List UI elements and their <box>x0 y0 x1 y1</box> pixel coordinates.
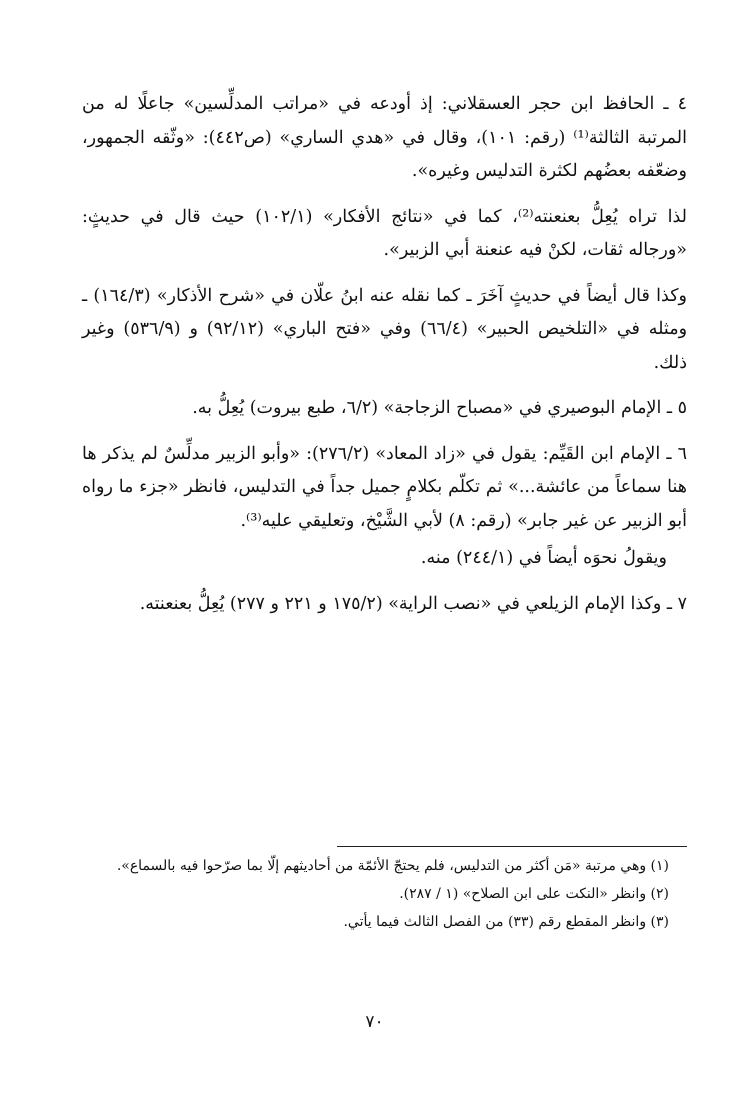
paragraph-ibn-al-qayyim-continued: ويقولُ نحوَه أيضاً في (٢٤٤/١) منه. <box>420 548 667 568</box>
main-text <box>82 88 687 621</box>
footnote-3: (٣) وانظر المقطع رقم (٣٣) من الفصل الثالث فيما يأتي. <box>343 914 669 930</box>
footnote-divider <box>337 846 687 847</box>
page-number: ٧٠ <box>365 1012 384 1032</box>
paragraph-ibn-hajar: ٤ ـ الحافظ ابن حجر العسقلاني: إذ أودعه في «مراتب المدلِّسين» جاعلًا له من المرتبة الثالثة⁽¹⁾ (رقم: ١٠١)، وقال في «هدي الساري» (ص٤٤٢): «وثّقه الجمهور، وضعّفه بعضُهم لكثرة التدليس وغيره». <box>82 94 687 181</box>
paragraph-other-hadith: وكذا قال أيضاً في حديثٍ آخَرَ ـ كما نقله عنه ابنُ علّان في «شرح الأذكار» (١٦٤/٣) ـ ومثله في «التلخيص الحبير» (٦٦/٤) وفي «فتح الباري» (٩٢/١٢) و (٥٣٦/٩) وغير ذلك. <box>82 285 688 373</box>
paragraph-busiri: ٥ ـ الإمام البوصيري في «مصباح الزجاجة» (٦/٢، طبع بيروت) يُعِلُّ به. <box>192 398 687 418</box>
paragraph-nataij-al-afkar: لذا تراه يُعِلُّ بعنعنته⁽²⁾، كما في «نتائج الأفكار» (١٠٢/١) حيث قال في حديثٍ: «ورجاله ثقات، لكنْ فيه عنعنة أبي الزبير». <box>82 206 687 260</box>
footnote-2: (٢) وانظر «النكت على ابن الصلاح» (١ / ٢٨٧). <box>399 886 669 902</box>
paragraph-ibn-al-qayyim: ٦ ـ الإمام ابن القَيِّم: يقول في «زاد المعاد» (٢٧٦/٢): «وأبو الزبير مدلِّسٌ لم يذكر ها هنا سماعاً من عائشة...» ثم تكلّم بكلامٍ جميل جداً في التدليس، فانظر «جزء ما رواه أبو الزبير عن غير جابر» (رقم: ٨) لأبي الشَّيْخ، وتعليقي عليه⁽³⁾. <box>82 443 687 531</box>
footnote-1: (١) وهي مرتبة «مَن أكثر من التدليس، فلم يحتجّ الأئمّة من أحاديثهم إلّا بما صرّحوا فيه بالسماع». <box>116 858 669 874</box>
footnotes <box>82 852 687 936</box>
paragraph-zaylai: ٧ ـ وكذا الإمام الزيلعي في «نصب الراية» (١٧٥/٢ و ٢٢١ و ٢٧٧) يُعِلُّ بعنعنته. <box>139 593 687 614</box>
